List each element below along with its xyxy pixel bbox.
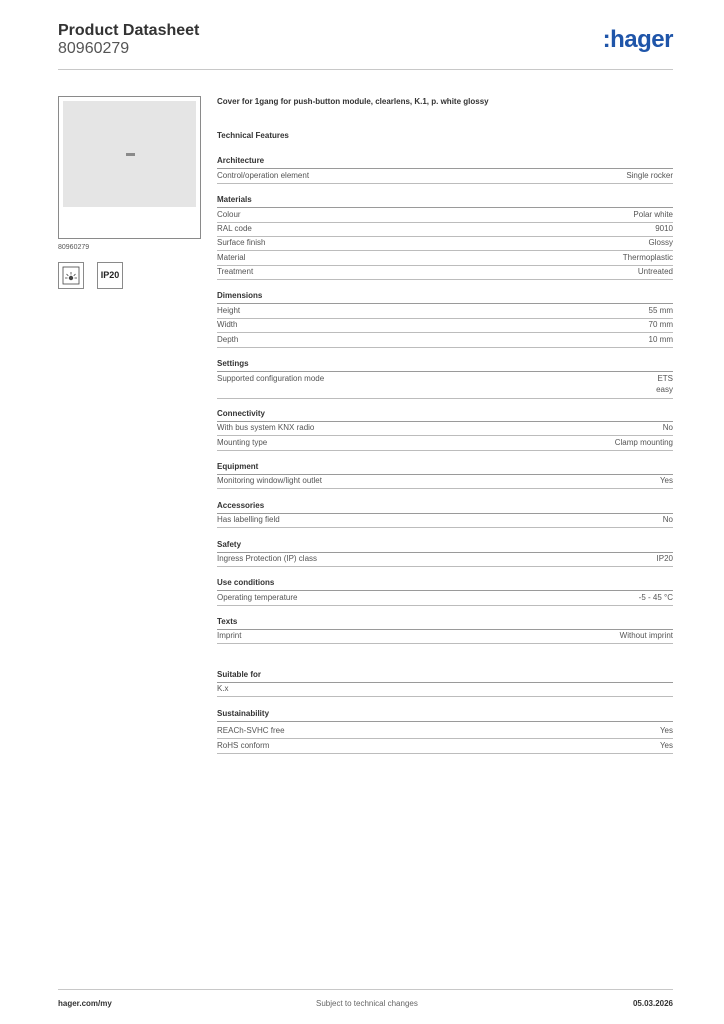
spec-row bbox=[217, 724, 673, 739]
spec-label: K.x bbox=[217, 684, 229, 693]
spec-row bbox=[217, 421, 673, 436]
page-header bbox=[58, 20, 673, 70]
footer-notice: Subject to technical changes bbox=[316, 999, 418, 1008]
spec-row bbox=[217, 436, 673, 451]
spec-value: Clamp mounting bbox=[614, 438, 673, 447]
spec-row bbox=[217, 222, 673, 237]
spec-value: 70 mm bbox=[648, 320, 673, 329]
spec-value: Yes bbox=[659, 741, 673, 750]
hager-logo: :hager bbox=[602, 26, 673, 53]
section-accessories-title: Accessories bbox=[217, 500, 673, 514]
footer-website-link[interactable]: hager.com/my bbox=[58, 999, 112, 1008]
spec-value: Yes bbox=[659, 476, 673, 485]
spec-label: Height bbox=[217, 306, 241, 315]
spec-row bbox=[217, 629, 673, 644]
section-suitable-for-title: Suitable for bbox=[217, 669, 673, 683]
spec-label: Control/operation element bbox=[217, 171, 310, 180]
spec-value: Untreated bbox=[637, 267, 673, 276]
section-settings-title: Settings bbox=[217, 358, 673, 372]
spec-value: Polar white bbox=[633, 210, 673, 219]
spec-row bbox=[217, 304, 673, 319]
light-icon bbox=[58, 262, 84, 289]
spec-label: REACh-SVHC free bbox=[217, 726, 285, 735]
spec-label: With bus system KNX radio bbox=[217, 423, 315, 432]
section-equipment-title: Equipment bbox=[217, 461, 673, 475]
spec-label: Colour bbox=[217, 210, 241, 219]
spec-row bbox=[217, 318, 673, 333]
spec-label: Monitoring window/light outlet bbox=[217, 476, 322, 485]
spec-label: Imprint bbox=[217, 631, 242, 640]
ip-rating-badge: IP20 bbox=[97, 262, 123, 289]
section-use-conditions-title: Use conditions bbox=[217, 577, 673, 591]
product-image bbox=[63, 101, 196, 207]
technical-features-heading: Technical Features bbox=[217, 131, 289, 140]
spec-row bbox=[217, 591, 673, 606]
spec-label: Depth bbox=[217, 335, 239, 344]
spec-value: Yes bbox=[659, 726, 673, 735]
page-footer bbox=[58, 989, 673, 1011]
section-dimensions-title: Dimensions bbox=[217, 290, 673, 304]
section-sustainability-title: Sustainability bbox=[217, 708, 673, 722]
spec-row bbox=[217, 372, 673, 399]
spec-row bbox=[217, 474, 673, 489]
section-texts-title: Texts bbox=[217, 616, 673, 630]
spec-label: Surface finish bbox=[217, 238, 266, 247]
spec-value: 55 mm bbox=[648, 306, 673, 315]
section-connectivity-title: Connectivity bbox=[217, 408, 673, 422]
spec-row bbox=[217, 552, 673, 567]
spec-row bbox=[217, 513, 673, 528]
section-materials-title: Materials bbox=[217, 194, 673, 208]
product-image-frame bbox=[58, 96, 201, 239]
spec-label: RoHS conform bbox=[217, 741, 270, 750]
spec-row bbox=[217, 682, 673, 697]
spec-label: Treatment bbox=[217, 267, 254, 276]
product-image-caption: 80960279 bbox=[58, 244, 90, 251]
spec-label: Width bbox=[217, 320, 238, 329]
spec-row bbox=[217, 739, 673, 754]
spec-row bbox=[217, 236, 673, 251]
spec-label: Mounting type bbox=[217, 438, 268, 447]
section-safety-title: Safety bbox=[217, 539, 673, 553]
section-architecture-title: Architecture bbox=[217, 155, 673, 169]
document-number: 80960279 bbox=[58, 40, 130, 57]
spec-value: IP20 bbox=[656, 554, 673, 563]
spec-label: Supported configuration mode bbox=[217, 374, 325, 383]
spec-row bbox=[217, 251, 673, 266]
spec-label: Has labelling field bbox=[217, 515, 280, 524]
light-window-slot bbox=[126, 153, 135, 156]
spec-value: Thermoplastic bbox=[622, 253, 673, 262]
spec-value: Single rocker bbox=[626, 171, 673, 180]
spec-value: Without imprint bbox=[619, 631, 673, 640]
spec-label: Operating temperature bbox=[217, 593, 298, 602]
spec-value: No bbox=[662, 515, 673, 524]
spec-value-secondary: easy bbox=[656, 385, 673, 394]
spec-row bbox=[217, 169, 673, 184]
spec-value: ETS bbox=[657, 374, 673, 383]
spec-value: 10 mm bbox=[648, 335, 673, 344]
footer-date: 05.03.2026 bbox=[632, 999, 673, 1008]
spec-value: No bbox=[662, 423, 673, 432]
spec-label: Ingress Protection (IP) class bbox=[217, 554, 318, 563]
product-description: Cover for 1gang for push-button module, clearlens, K.1, p. white glossy bbox=[217, 97, 489, 106]
document-title: Product Datasheet bbox=[58, 22, 200, 39]
spec-label: RAL code bbox=[217, 224, 252, 233]
spec-row bbox=[217, 333, 673, 348]
spec-row bbox=[217, 208, 673, 223]
spec-row bbox=[217, 265, 673, 280]
spec-value: 9010 bbox=[655, 224, 673, 233]
spec-value: Glossy bbox=[648, 238, 673, 247]
spec-label: Material bbox=[217, 253, 246, 262]
spec-value: -5 - 45 °C bbox=[638, 593, 673, 602]
